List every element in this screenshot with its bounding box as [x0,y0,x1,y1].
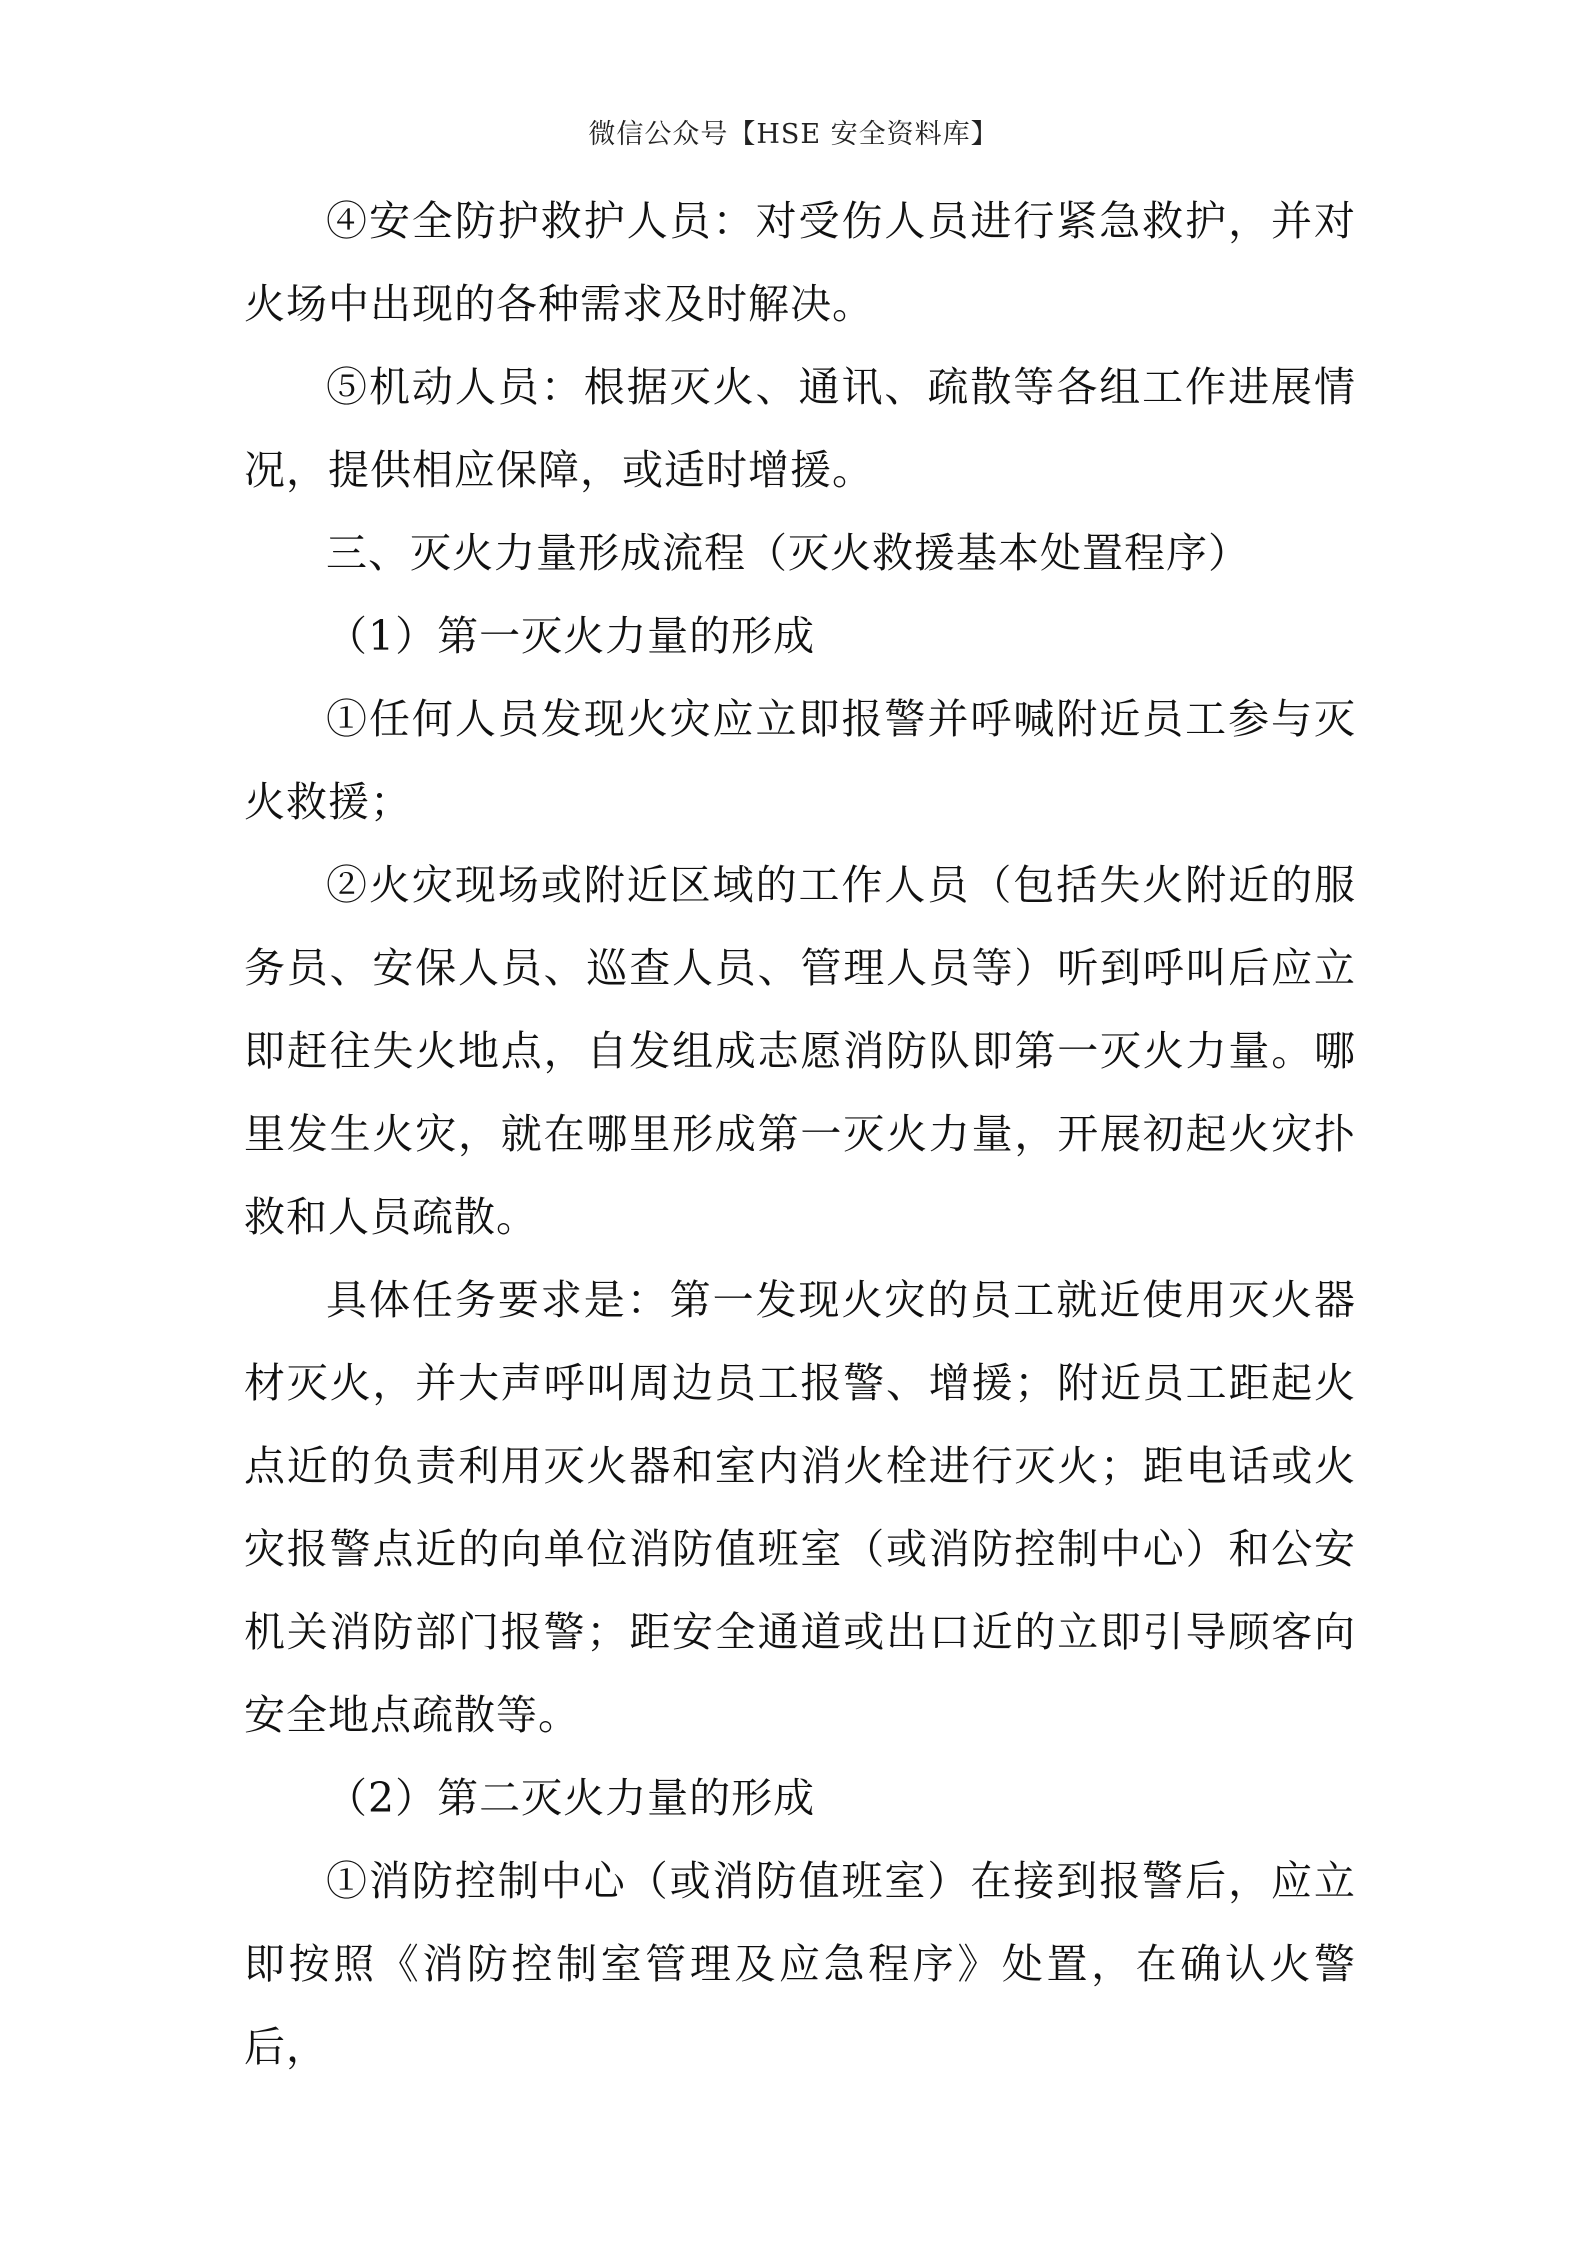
paragraph-task-requirements: 具体任务要求是：第一发现火灾的员工就近使用灭火器材灭火，并大声呼叫周边员工报警、增援；附近员工距起火点近的负责利用灭火器和室内消火栓进行灭火；距电话或火灾报警点近的向单位消防值班室（或消防控制中心）和公安机关消防部门报警；距安全通道或出口近的立即引导顾客向安全地点疏散等。 [244,1276,1356,1739]
paragraph-rescue-personnel: ④安全防护救护人员：对受伤人员进行紧急救护，并对火场中出现的各种需求及时解决。 [244,197,1356,328]
document-body [244,180,1356,2089]
page-header: 微信公众号【HSE 安全资料库】 [588,119,999,150]
section-title-fire-force-process: 三、灭火力量形成流程（灭火救援基本处置程序） [326,529,1250,577]
subsection-title-second-force: （2）第二灭火力量的形成 [326,1774,816,1822]
paragraph-volunteer-team: ②火灾现场或附近区域的工作人员（包括失火附近的服务员、安保人员、巡查人员、管理人员等）听到呼叫后应立即赶往失火地点，自发组成志愿消防队即第一灭火力量。哪里发生火灾，就在哪里形成第一灭火力量，开展初起火灾扑救和人员疏散。 [244,861,1356,1241]
paragraph-mobile-personnel: ⑤机动人员：根据灭火、通讯、疏散等各组工作进展情况，提供相应保障，或适时增援。 [244,363,1356,494]
subsection-title-first-force: （1）第一灭火力量的形成 [326,612,816,660]
paragraph-report-fire: ①任何人员发现火灾应立即报警并呼喊附近员工参与灭火救援； [244,695,1356,826]
paragraph-control-center: ①消防控制中心（或消防值班室）在接到报警后，应立即按照《消防控制室管理及应急程序》处置，在确认火警后， [244,1857,1356,2071]
